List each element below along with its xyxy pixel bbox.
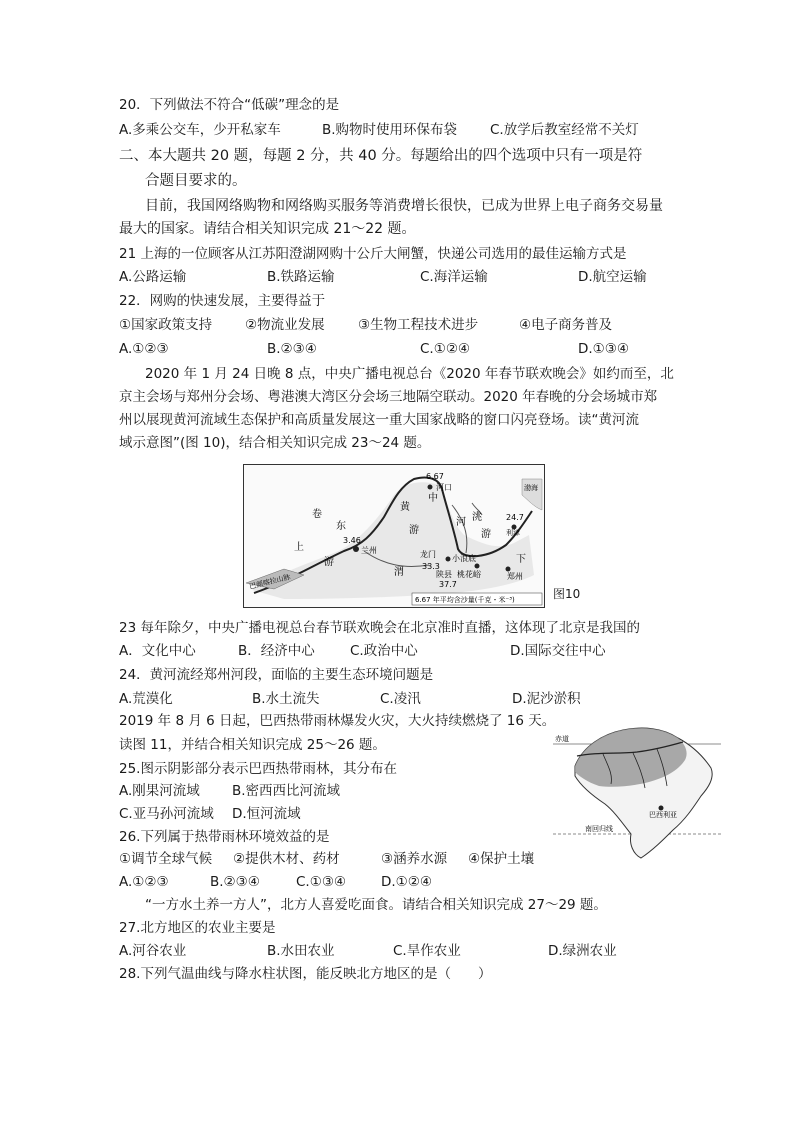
label-333: 33.3 [422, 562, 440, 571]
q26-stem: 26.下列属于热带雨林环境效益的是 [119, 829, 330, 845]
q21-stem: 21 上海的一位顾客从江苏阳澄湖网购十公斤大闸蟹，快递公司选用的最佳运输方式是 [119, 246, 627, 262]
yellow-river-map-drawing [244, 465, 544, 607]
q25-option-d: D.恒河流域 [232, 806, 301, 822]
q25-stem: 25.图示阴影部分表示巴西热带雨林，其分布在 [119, 761, 397, 777]
label-xiaolangdi: 小浪底 [452, 554, 476, 563]
q22-option-a: A.①②③ [119, 341, 169, 357]
section-heading: 二、本大题共 20 题，每题 2 分，共 40 分。每题给出的四个选项中只有一项是符 [119, 148, 643, 164]
q22-option-c: C.①②④ [420, 341, 471, 357]
longmen-dot [446, 557, 451, 562]
q26-option-b: B.②③④ [210, 874, 260, 890]
q23-option-c: C.政治中心 [350, 643, 418, 659]
label-667: 6.67 [426, 472, 444, 481]
q27-option-a: A.河谷农业 [119, 943, 187, 959]
label-bohai: 渤海 [524, 484, 538, 492]
q26-item-4: ④保护土壤 [468, 851, 535, 867]
section-heading-cont: 合题目要求的。 [145, 173, 247, 189]
zhengzhou-dot [506, 567, 511, 572]
q26-option-a: A.①②③ [119, 874, 169, 890]
label-shang: 上 [294, 542, 304, 553]
label-346: 3.46 [343, 536, 361, 545]
label-you-upper: 游 [324, 557, 334, 568]
intro-23-24-line2: 京主会场与郑州分会场、粤港澳大湾区分会场三地隔空联动。2020 年春晚的分会场城市郑 [119, 389, 658, 405]
q20-stem: 20．下列做法不符合“低碳”理念的是 [119, 97, 340, 113]
q22-option-d: D.①③④ [578, 341, 629, 357]
label-dong: 东 [336, 521, 346, 532]
q22-option-b: B.②③④ [267, 341, 317, 357]
q22-item-1: ①国家政策支持 [119, 317, 213, 333]
intro-25-26-line1: 2019 年 8 月 6 日起，巴西热带雨林爆发火灾，大火持续燃烧了 16 天。 [119, 713, 556, 729]
label-zhong: 中 [428, 493, 438, 504]
q20-option-a: A.多乘公交车，少开私家车 [119, 122, 281, 138]
intro-21-22-line2: 最大的国家。请结合相关知识完成 21～22 题。 [119, 221, 416, 237]
q23-stem: 23 每年除夕，中央广播电视总台春节联欢晚会在北京准时直播，这体现了北京是我国的 [119, 620, 640, 636]
q22-item-3: ③生物工程技术进步 [358, 317, 479, 333]
q25-option-c: C.亚马孙河流域 [119, 806, 214, 822]
label-longmen: 龙门 [420, 550, 436, 559]
q22-stem: 22．网购的快速发展，主要得益于 [119, 293, 326, 309]
q26-item-1: ①调节全球气候 [119, 851, 213, 867]
intro-23-24-line3: 州以展现黄河流域生态保护和高质量发展这一重大国家战略的窗口闪亮登场。读“黄河流 [119, 412, 639, 428]
label-you-mid: 游 [409, 525, 419, 536]
q21-option-b: B.铁路运输 [267, 269, 335, 285]
label-equator: 赤道 [555, 735, 569, 743]
label-xia: 下 [516, 554, 526, 565]
q24-option-c: C.凌汛 [380, 691, 421, 707]
q23-option-b: B．经济中心 [238, 643, 315, 659]
brazil-map-drawing [553, 716, 721, 864]
q21-option-a: A.公路运输 [119, 269, 187, 285]
label-shanxian: 陕县 [436, 570, 452, 579]
label-taohuayu: 桃花峪 [457, 570, 481, 579]
q27-option-d: D.绿洲农业 [548, 943, 617, 959]
legend-text: 6.67 年平均含沙量(千克・米⁻³) [415, 596, 515, 604]
q26-option-c: C.①③④ [296, 874, 347, 890]
label-brasilia: 巴西利亚 [649, 811, 677, 819]
label-juan: 卷 [312, 509, 322, 520]
brasilia-dot [659, 806, 664, 811]
q27-option-b: B.水田农业 [267, 943, 335, 959]
label-377: 37.7 [439, 580, 457, 589]
q24-option-a: A.荒漠化 [119, 691, 173, 707]
label-wei: 渭 [394, 567, 404, 578]
label-247: 24.7 [506, 513, 524, 522]
label-lanzhou: 兰州 [361, 546, 377, 555]
fig10-caption: 图10 [553, 587, 581, 601]
lanzhou-dot [353, 546, 359, 552]
yellow-river-map [243, 464, 545, 608]
q20-option-c: C.放学后教室经常不关灯 [490, 122, 639, 138]
intro-23-24-line4: 域示意图”(图 10)，结合相关知识完成 23～24 题。 [119, 435, 431, 451]
label-tropic: 南回归线 [585, 825, 613, 833]
intro-27-29: “一方水土养一方人”，北方人喜爱吃面食。请结合相关知识完成 27～29 题。 [145, 897, 607, 913]
label-tao: 洮 [472, 512, 482, 523]
label-mountain: 巴颜喀拉山脉 [248, 573, 292, 591]
q21-option-d: D.航空运输 [578, 269, 647, 285]
q24-option-b: B.水土流失 [252, 691, 320, 707]
brazil-map [553, 716, 721, 864]
q25-option-a: A.刚果河流域 [119, 783, 200, 799]
intro-23-24-line1: 2020 年 1 月 24 日晚 8 点，中央广播电视总台《2020 年春节联欢晚会》如约而至，北 [145, 366, 674, 382]
q26-item-3: ③涵养水源 [381, 851, 448, 867]
intro-21-22-line1: 目前，我国网络购物和网络购买服务等消费增长很快，已成为世界上电子商务交易量 [145, 198, 663, 214]
label-you-east: 游 [481, 529, 491, 540]
label-huang: 黄 [400, 502, 410, 513]
q24-option-d: D.泥沙淤积 [512, 691, 581, 707]
q28-stem: 28.下列气温曲线与降水柱状图，能反映北方地区的是（ ） [119, 966, 492, 982]
q26-item-2: ②提供木材、药材 [233, 851, 340, 867]
q25-option-b: B.密西西比河流域 [232, 783, 341, 799]
q20-option-b: B.购物时使用环保布袋 [322, 122, 458, 138]
q22-item-2: ②物流业发展 [245, 317, 325, 333]
hekou-dot [428, 485, 433, 490]
q23-option-a: A．文化中心 [119, 643, 196, 659]
q23-option-d: D.国际交往中心 [510, 643, 606, 659]
label-lijin: 利津 [506, 529, 520, 537]
q27-stem: 27.北方地区的农业主要是 [119, 920, 276, 936]
q27-option-c: C.旱作农业 [393, 943, 461, 959]
label-zhengzhou: 郑州 [507, 572, 523, 581]
q21-option-c: C.海洋运输 [420, 269, 488, 285]
label-he: 河 [456, 517, 466, 528]
label-hekou: 河口 [436, 483, 452, 492]
q22-item-4: ④电子商务普及 [519, 317, 613, 333]
taohuayu-dot [475, 564, 480, 569]
intro-25-26-line2: 读图 11，并结合相关知识完成 25～26 题。 [119, 737, 386, 753]
q24-stem: 24．黄河流经郑州河段，面临的主要生态环境问题是 [119, 667, 434, 683]
q26-option-d: D.①②④ [381, 874, 432, 890]
